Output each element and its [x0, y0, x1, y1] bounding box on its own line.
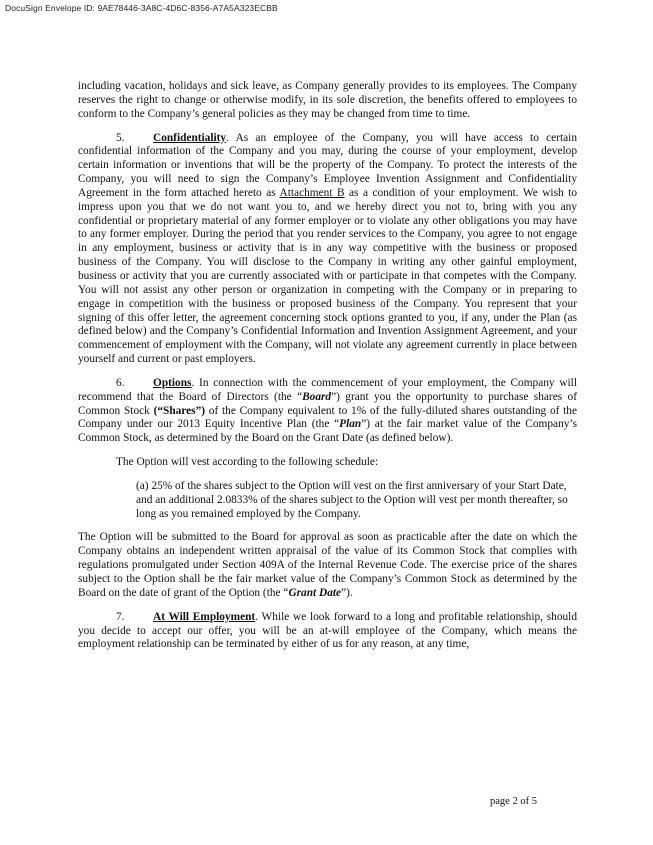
section-heading: At Will Employment [153, 610, 256, 623]
section-number: 5. [116, 131, 125, 144]
vesting-schedule-item: (a) 25% of the shares subject to the Option will vest on the first anniversary of your Start Date, and an additional 2.0833% of the shares subject to the Option will vest per month thereafter, so long as you remained employed by the Company. [136, 479, 568, 520]
paragraph-benefits: including vacation, holidays and sick leave, as Company generally provides to its employees. The Company reserves the right to change or otherwise modify, in its sole discretion, the benefits offered to employees to conform to the Company’s general policies as they may be changed from time to time. [78, 80, 577, 120]
section-heading: Confidentiality [153, 131, 227, 144]
section-text: . In connection with the commencement of your employment, the Company will recommend that the Board of Directors (the “ [78, 376, 577, 403]
section-text: as a condition of your employment. We wish to impress upon you that we do not want you to, and we hereby direct you not to, bring with you any confidential or proprietary material of any former employer or to violate any other obligations you may have to any former employer. During the period that you render services to the Company, you agree to not engage in any employment, business or activity that is in any way competitive with the business or proposed business of the Company. You will disclose to the Company in writing any other gainful employment, business or activity that you are currently associated with or participate in that competes with the Company. You will not assist any other person or organization in competing with the Company or in preparing to engage in competition with the business or proposed business of the Company. You represent that your signing of this offer letter, the agreement concerning stock options granted to you, if any, under the Plan (as defined below) and the Company’s Confidential Information and Invention Assignment Agreement, and your commencement of employment with the Company, will not violate any agreement currently in place between yourself and current or past employers. [78, 186, 577, 366]
section-heading: Options [153, 376, 192, 389]
section-at-will-employment [78, 611, 577, 653]
envelope-id: DocuSign Envelope ID: 9AE78446-3A8C-4D6C-8356-A7A5A323ECBB [5, 3, 278, 13]
section-text: ”) at the fair market value of the Company’s Common Stock, as determined by the Board on the Grant Date (as defined below). [78, 418, 577, 445]
defined-term: Grant Date [288, 586, 342, 599]
attachment-reference: Attachment B [279, 186, 345, 199]
defined-term: (“Shares”) [153, 404, 206, 417]
section-text: . While we look forward to a long and profitable relationship, should you decide to accept our offer, you will be an at-will employee of the Company, which means the employment relationship can be terminated by either of us for any reason, at any time, [78, 610, 577, 651]
section-number: 7. [116, 610, 125, 623]
defined-term: Plan [339, 418, 362, 431]
paragraph-option-submission [78, 531, 577, 600]
section-options [78, 377, 577, 446]
section-text: . As an employee of the Company, you will have access to certain confidential information of the Company and you may, during the course of your employment, develop certain information or inventions that will be the property of the Company. To protect the interests of the Company, you will need to sign the Company’s Employee Invention Assignment and Confidentiality Agreement in the form attached hereto as [78, 131, 577, 199]
page-number: page 2 of 5 [490, 796, 537, 807]
section-text: ”) grant you the opportunity to purchase shares of Common Stock [78, 390, 577, 417]
document-body [78, 80, 577, 662]
vesting-intro: The Option will vest according to the following schedule: [116, 456, 379, 469]
section-text: The Option will be submitted to the Board for approval as soon as practicable after the date on which the Company obtains an independent written appraisal of the value of its Common Stock that complies with regulations promulgated under Section 409A of the Internal Revenue Code. The exercise price of the shares subject to the Option shall be the fair market value of the Company’s Common Stock as determined by the Board on the date of grant of the Option (the “ [78, 531, 577, 599]
defined-term: Board [302, 390, 332, 403]
section-number: 6. [116, 376, 125, 389]
section-text: of the Company equivalent to 1% of the fully-diluted shares outstanding of the Company under our 2013 Equity Incentive Plan (the “ [78, 404, 577, 431]
section-confidentiality [78, 132, 577, 367]
section-text: ”). [341, 586, 353, 599]
